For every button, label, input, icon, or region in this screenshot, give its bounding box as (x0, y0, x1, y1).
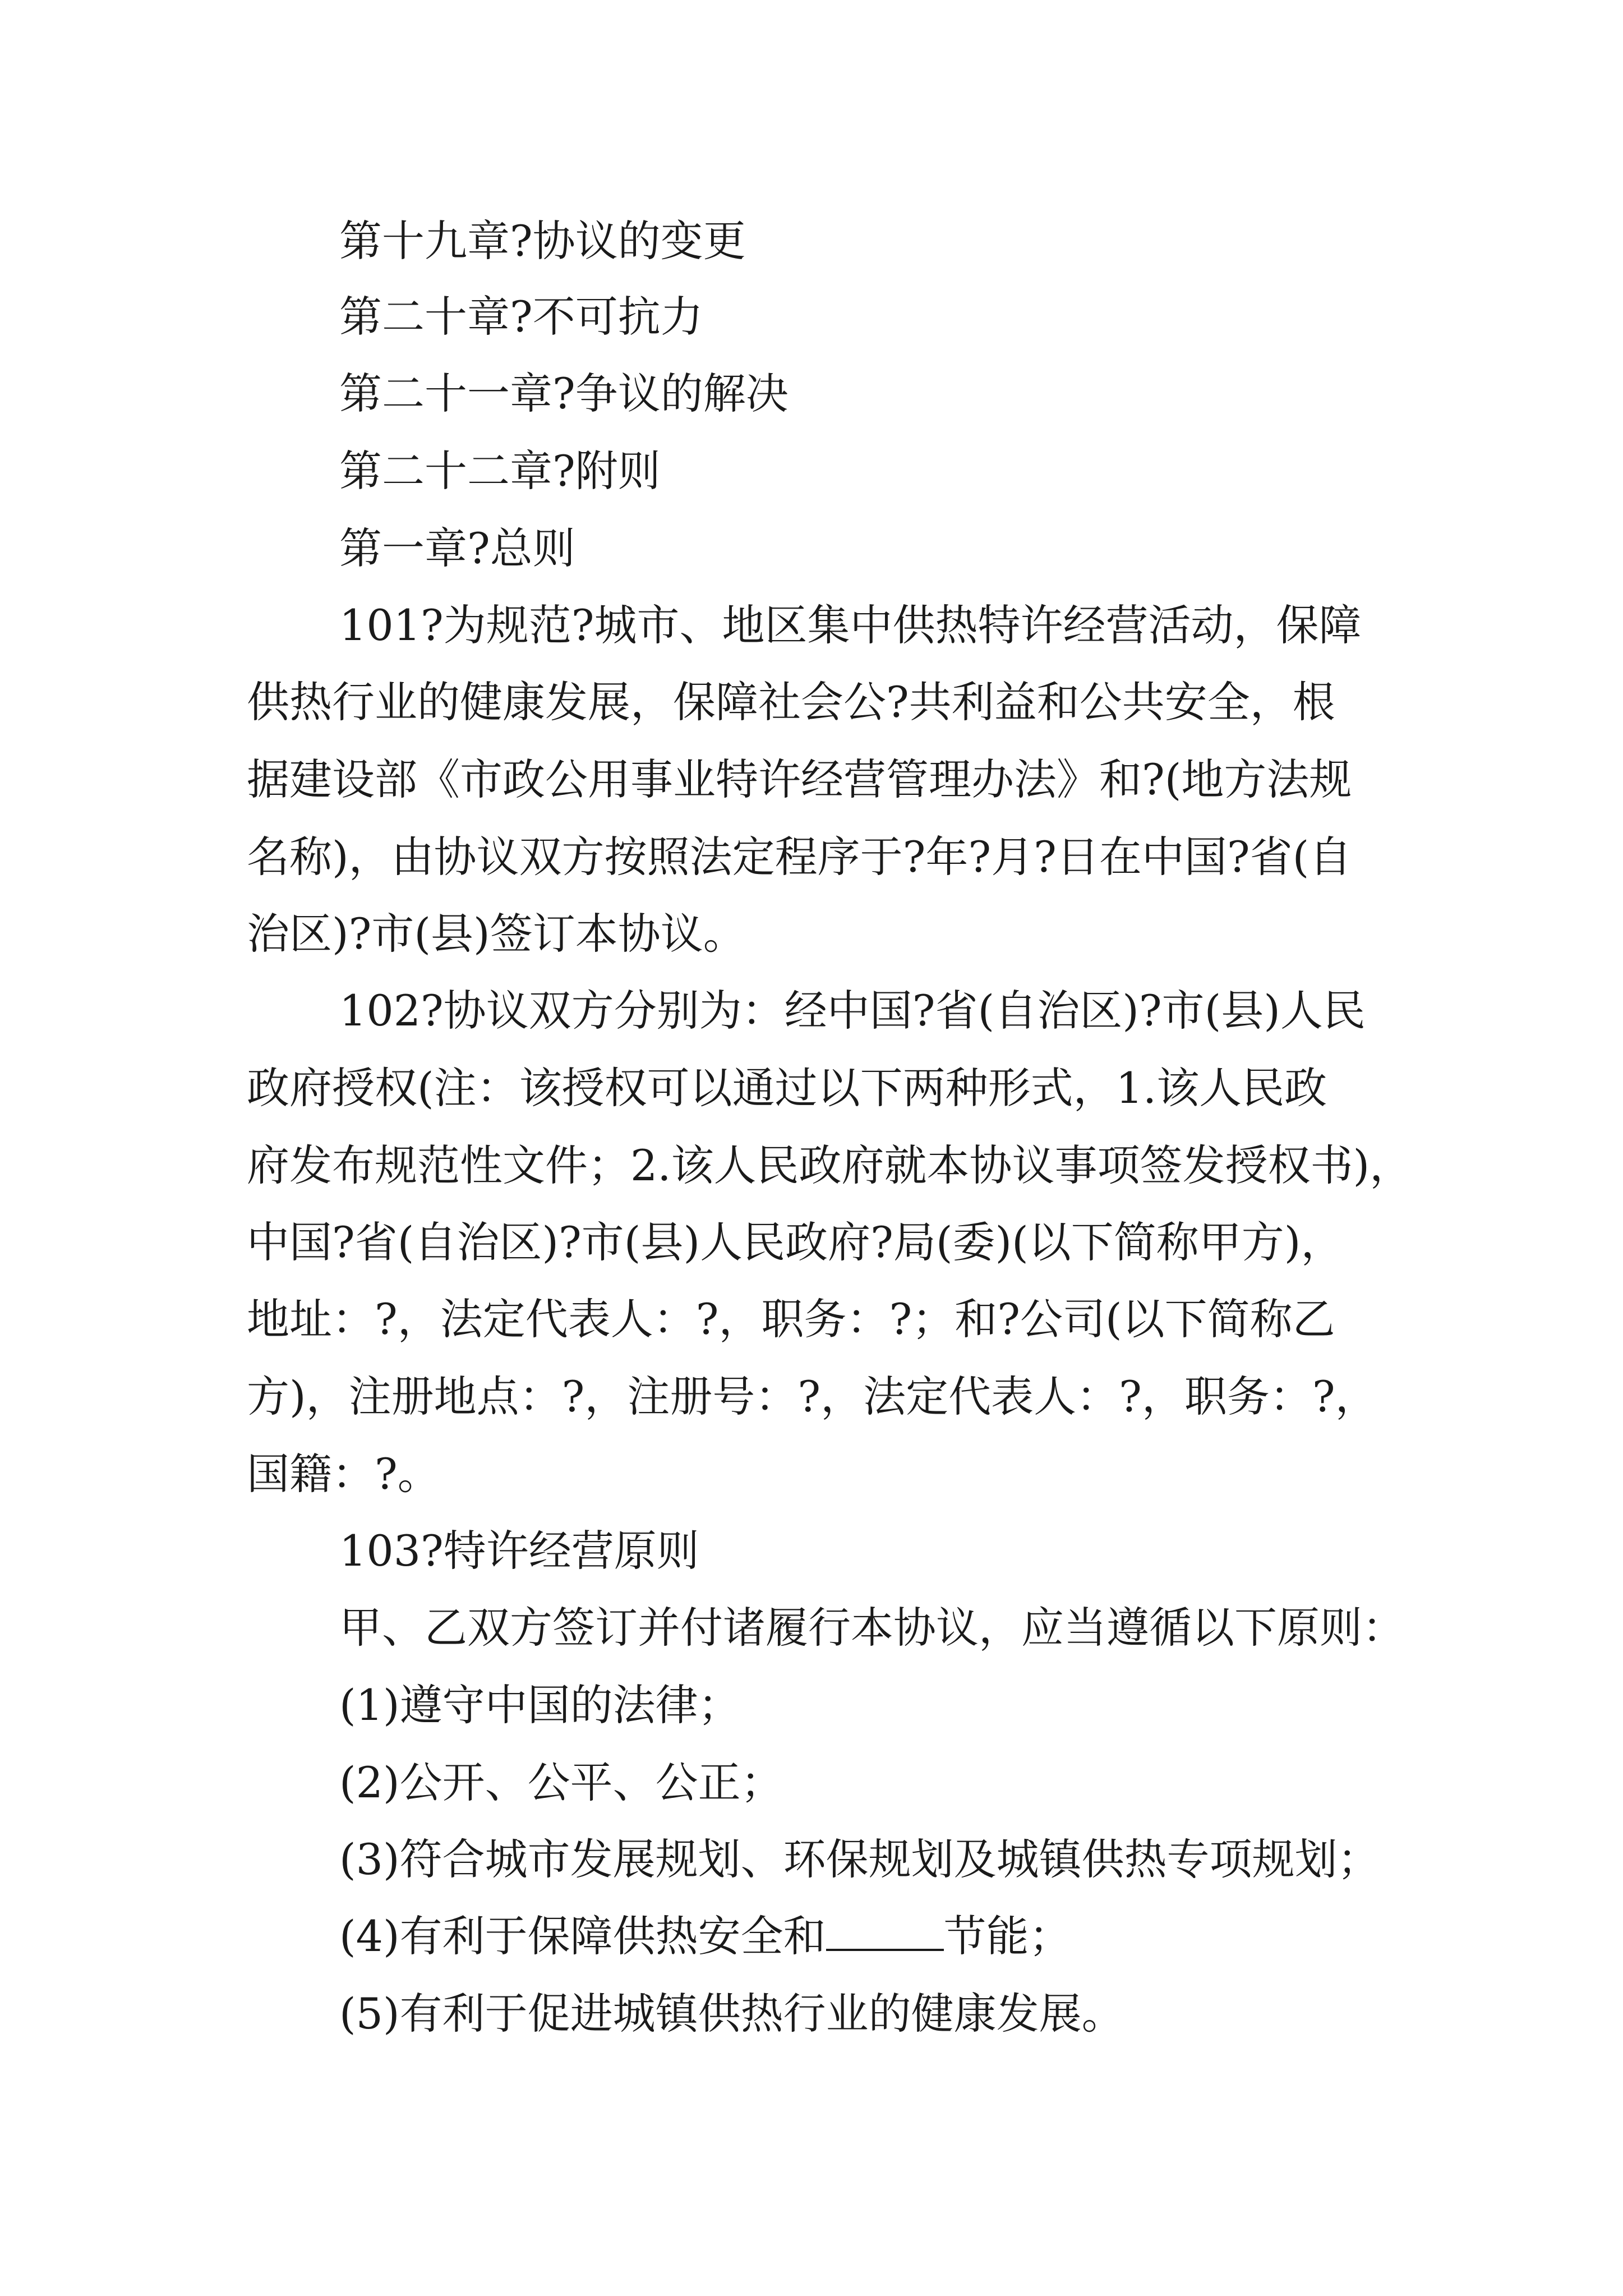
clause-102-line: 国籍：?。 (247, 1449, 440, 1499)
principle-4-text-before: (4)有利于保障供热安全和 (339, 1911, 826, 1961)
toc-entry-ch21: 第二十一章?争议的解决 (339, 369, 789, 418)
clause-103-title: 103?特许经营原则 (339, 1526, 699, 1576)
chapter-heading: 第一章?总则 (339, 523, 575, 573)
clause-101-line: 供热行业的健康发展，保障社会公?共利益和公共安全，根 (247, 677, 1335, 727)
clause-101-line: 101?为规范?城市、地区集中供热特许经营活动，保障 (339, 600, 1362, 650)
principle-item: (2)公开、公平、公正； (339, 1757, 783, 1807)
clause-102-line: 府发布规范性文件；2.该人民政府就本协议事项签发授权书)， (247, 1140, 1413, 1190)
clause-102-line: 102?协议双方分别为：经中国?省(自治区)?市(县)人民 (339, 986, 1366, 1036)
clause-101-line: 治区)?市(县)签订本协议。 (247, 909, 746, 959)
clause-103-intro: 甲、乙双方签订并付诸履行本协议，应当遵循以下原则： (339, 1603, 1405, 1653)
fill-in-blank (826, 1915, 944, 1951)
clause-102-line: 中国?省(自治区)?市(县)人民政府?局(委)(以下简称甲方)， (247, 1217, 1344, 1267)
principle-item: (5)有利于促进城镇供热行业的健康发展。 (339, 1989, 1124, 2039)
toc-entry-ch22: 第二十二章?附则 (339, 446, 661, 496)
toc-entry-ch19: 第十九章?协议的变更 (339, 216, 746, 266)
principle-item: (3)符合城市发展规划、环保规划及城镇供热专项规划； (339, 1834, 1380, 1884)
principle-item-4 (339, 1908, 1072, 1964)
principle-item: (1)遵守中国的法律； (339, 1680, 741, 1730)
clause-101-line: 据建设部《市政公用事业特许经营管理办法》和?(地方法规 (247, 754, 1352, 804)
clause-101-line: 名称)，由协议双方按照法定程序于?年?月?日在中国?省(自 (247, 832, 1352, 882)
toc-entry-ch20: 第二十章?不可抗力 (339, 292, 703, 342)
clause-102-line: 地址：?，法定代表人：?，职务：?；和?公司(以下简称乙 (247, 1294, 1335, 1344)
principle-4-text-after: 节能； (943, 1911, 1072, 1961)
clause-102-line: 政府授权(注：该授权可以通过以下两种形式，1.该人民政 (247, 1063, 1327, 1113)
clause-102-line: 方)，注册地点：?，注册号：?，法定代表人：?，职务：?， (247, 1372, 1378, 1421)
